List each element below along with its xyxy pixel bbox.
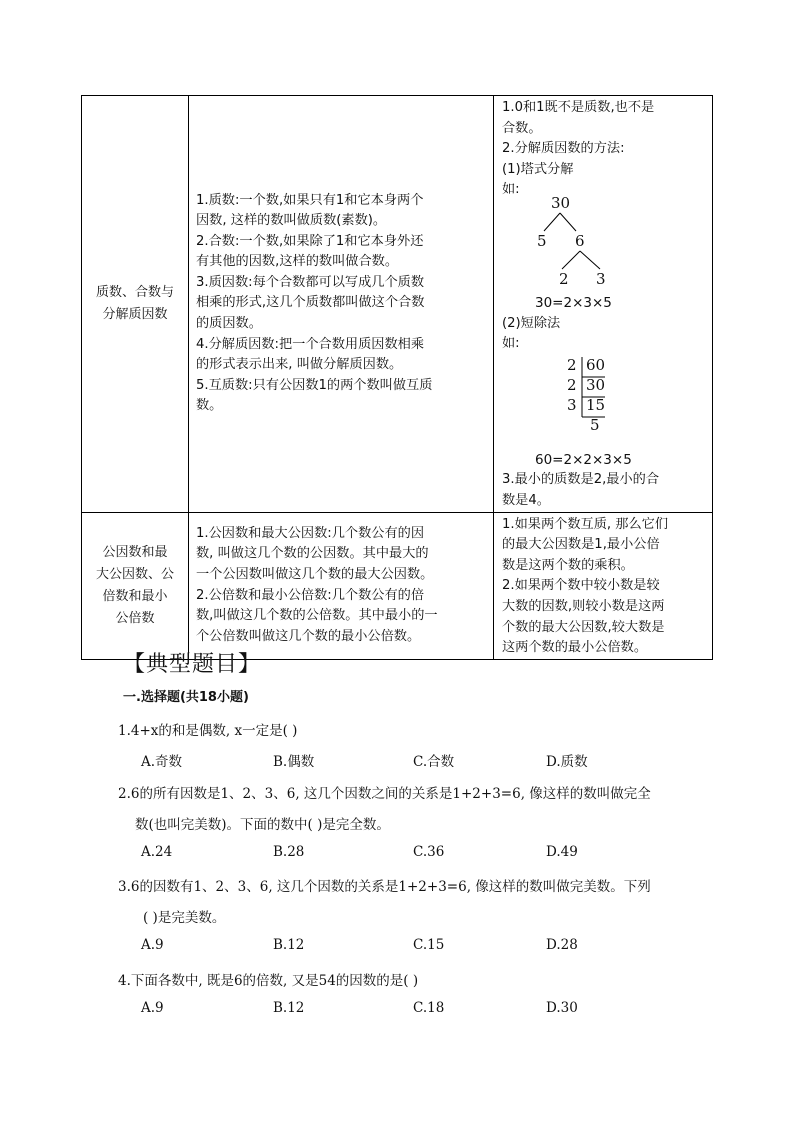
note-line: 的最大公因数是1,最小公倍	[502, 537, 660, 553]
content-line: 1.质数:一个数,如果只有1和它本身两个	[196, 192, 424, 208]
option: B.28	[273, 844, 305, 860]
note-line: 2.如果两个数中较小数是较	[502, 578, 660, 594]
question-text: 4.下面各数中, 既是6的倍数, 又是54的因数的是( )	[118, 973, 419, 989]
dividend: 60	[586, 355, 606, 374]
note-line: 如:	[502, 182, 520, 198]
option: C.15	[413, 937, 445, 953]
category-line: 大公因数、公	[95, 566, 174, 582]
category-line: 质数、合数与	[95, 284, 174, 300]
content-line: 有其他的因数,这样的数叫做合数。	[196, 254, 399, 270]
note-line: 个数的最大公因数,较大数是	[502, 619, 665, 635]
option: A.奇数	[141, 754, 183, 770]
dividend: 15	[586, 395, 606, 414]
option: A.9	[141, 1000, 164, 1016]
note-line: (1)塔式分解	[502, 161, 574, 177]
notes-cell	[494, 96, 713, 513]
option: D.质数	[546, 754, 588, 770]
question-text: ( )是完美数。	[143, 910, 226, 926]
tree-node: 3	[596, 269, 606, 288]
content-line: 相乘的形式,这几个质数都叫做这个合数	[196, 295, 425, 311]
option: D.49	[546, 844, 578, 860]
note-line: 2.分解质因数的方法:	[502, 141, 625, 157]
dividend: 30	[586, 375, 606, 394]
divisor: 2	[567, 355, 577, 374]
category-cell	[82, 96, 189, 513]
question-text: 2.6的所有因数是1、2、3、6, 这几个因数之间的关系是1+2+3=6, 像这样的数叫做完全	[118, 786, 651, 802]
content-line: 2.合数:一个数,如果除了1和它本身外还	[196, 233, 424, 249]
content-line: 数。	[196, 398, 223, 414]
factor-tree	[502, 193, 708, 293]
content-line: 数,叫做这几个数的公倍数。其中最小的一	[196, 608, 438, 624]
table-row	[82, 96, 713, 513]
note-line: 大数的因数,则较小数是这两	[502, 598, 665, 614]
category-cell	[82, 512, 189, 659]
option: B.12	[273, 1000, 305, 1016]
content-line: 5.互质数:只有公因数1的两个数叫做互质	[196, 377, 433, 393]
content-line: 3.质因数:每个合数都可以写成几个质数	[196, 274, 425, 290]
tree-root: 30	[551, 193, 571, 212]
note-line: 1.如果两个数互质, 那么它们	[502, 516, 669, 532]
subsection-title: 一.选择题(共18小题)	[123, 690, 249, 705]
category-line: 倍数和最小	[102, 588, 168, 604]
option: C.36	[413, 844, 445, 860]
tree-node: 5	[537, 231, 547, 250]
section-title: 【典型题目】	[123, 652, 262, 677]
category-line: 公因数和最	[102, 544, 168, 560]
note-line: 数是这两个数的乘积。	[502, 557, 634, 573]
note-line: 数是4。	[502, 492, 550, 508]
note-line: 1.0和1既不是质数,也不是	[502, 100, 655, 115]
content-line: 的质因数。	[196, 316, 262, 332]
content-line: 个公倍数叫做这几个数的最小公倍数。	[196, 628, 421, 644]
option: B.12	[273, 937, 305, 953]
option: A.9	[141, 937, 164, 953]
note-line: 这两个数的最小公倍数。	[502, 640, 648, 656]
category-line: 分解质因数	[102, 306, 168, 322]
knowledge-table	[81, 95, 713, 660]
question-text: 3.6的因数有1、2、3、6, 这几个因数的关系是1+2+3=6, 像这样的数叫做完美数。下列	[118, 879, 651, 895]
tree-node: 6	[575, 231, 585, 250]
note-line: 3.最小的质数是2,最小的合	[502, 472, 660, 488]
content-line: 的形式表示出来, 叫做分解质因数。	[196, 357, 403, 373]
divisor: 2	[567, 375, 577, 394]
option: B.偶数	[273, 754, 315, 770]
question-text: 数(也叫完美数)。下面的数中( )是完全数。	[135, 817, 390, 833]
division-equation: 60=2×2×3×5	[535, 451, 632, 468]
option: A.24	[141, 844, 173, 860]
note-line: 合数。	[502, 120, 542, 136]
tree-equation: 30=2×3×5	[535, 294, 612, 311]
content-line: 因数, 这样的数叫做质数(素数)。	[196, 213, 387, 229]
question-text: 1.4+x的和是偶数, x一定是( )	[118, 723, 298, 739]
option: D.30	[546, 1000, 578, 1016]
content-line: 一个公因数叫做这几个数的最大公因数。	[196, 567, 434, 583]
option: C.合数	[413, 754, 455, 770]
table-row	[82, 512, 713, 659]
note-line: 如:	[502, 336, 520, 352]
division-result: 5	[590, 415, 600, 434]
content-cell	[189, 512, 494, 659]
content-line: 1.公因数和最大公因数:几个数公有的因	[196, 525, 425, 541]
category-line: 公倍数	[115, 610, 155, 626]
note-line: (2)短除法	[502, 315, 561, 331]
notes-cell	[494, 512, 713, 659]
option: C.18	[413, 1000, 445, 1016]
content-cell	[189, 96, 494, 513]
tree-node: 2	[559, 269, 569, 288]
short-division	[502, 355, 708, 450]
divisor: 3	[567, 395, 577, 414]
content-line: 数, 叫做这几个数的公因数。其中最大的	[196, 546, 429, 562]
option: D.28	[546, 937, 578, 953]
content-line: 4.分解质因数:把一个合数用质因数相乘	[196, 336, 425, 352]
content-line: 2.公倍数和最小公倍数:几个数公有的倍	[196, 587, 425, 603]
